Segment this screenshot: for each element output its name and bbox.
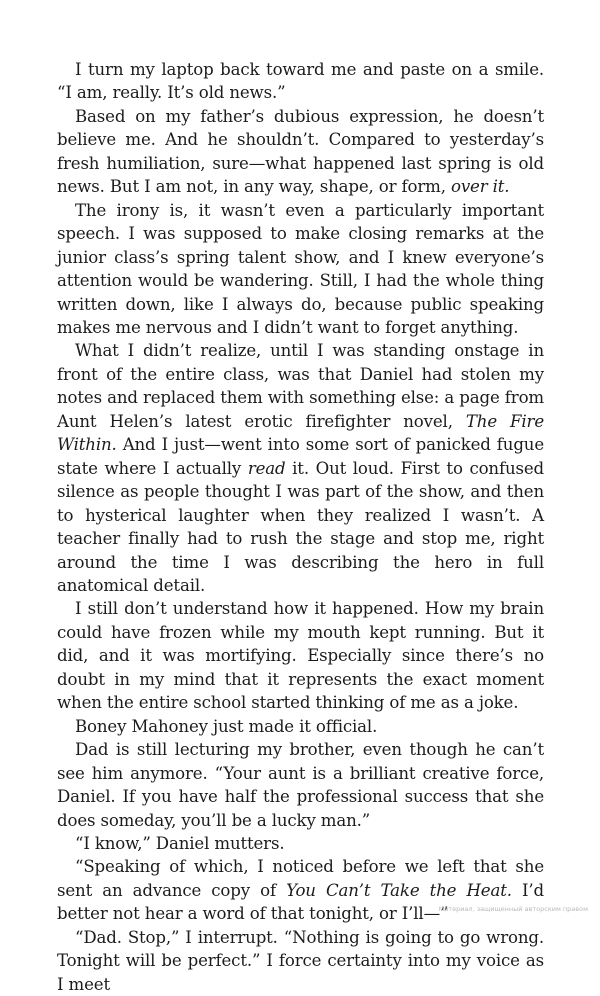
italic-book-title: You Can’t Take the Heat. xyxy=(286,880,512,900)
italic-book-title: The Fire Within. xyxy=(57,411,544,455)
paragraph xyxy=(57,597,544,714)
paragraph xyxy=(57,738,544,832)
text-run: I turn my laptop back toward me and paste on a smile. “I am, really. It’s old news.” xyxy=(57,60,544,103)
paragraph xyxy=(57,199,544,340)
paragraph xyxy=(57,832,544,855)
paragraph xyxy=(57,58,544,105)
paragraph xyxy=(57,105,544,199)
text-run: Dad is still lecturing my brother, even though he can’t see him anymore. “Your aunt is a brilliant creative force, Daniel. If you have half the professional success that she does someday, you’ll be a lucky man.” xyxy=(57,740,544,830)
text-run: it. Out loud. First to confused silence as people thought I was part of the show, and then to hysterical laughter when they realized I wasn’t. A teacher finally had to rush the stage and stop me, right around the time I was describing the hero in full anatomical detail. xyxy=(57,458,545,595)
copyright-watermark: Материал, защищенный авторским правом xyxy=(438,905,588,913)
paragraph xyxy=(57,339,544,597)
text-run: “I know,” Daniel mutters. xyxy=(75,833,285,853)
text-run: “Speaking of which, I noticed before we left that she sent an advance copy of xyxy=(57,857,544,900)
text-run: I’d better not hear a word of that tonight, or I’ll—” xyxy=(57,880,544,924)
page-body xyxy=(57,58,544,996)
italic-text-run: over it. xyxy=(450,177,510,197)
text-run: Boney Mahoney just made it official. xyxy=(75,716,378,736)
paragraph xyxy=(57,855,544,925)
text-run: I still don’t understand how it happened. How my brain could have frozen while my mouth kept running. But it did, and it was mortifying. Especially since there’s no doubt in my mind that it represents the exact moment when the entire school started thinking of me as a joke. xyxy=(57,599,544,713)
italic-text-run: read xyxy=(247,458,286,478)
text-run: And I just—went into some sort of panicked fugue state where I actually xyxy=(57,435,544,478)
text-run: What I didn’t realize, until I was standing onstage in front of the entire class, was that Daniel had stolen my notes and replaced them with something else: a page from Aunt Helen’s latest erotic firefighter novel, xyxy=(57,341,544,431)
text-run: The irony is, it wasn’t even a particularly important speech. I was supposed to make closing remarks at the junior class’s spring talent show, and I knew everyone’s attention would be wandering. Still, I had the whole thing written down, like I always do, because public speaking makes me nervous and I didn’t want to forget anything. xyxy=(57,200,544,337)
paragraph xyxy=(57,715,544,738)
text-run: Based on my father’s dubious expression, he doesn’t believe me. And he shouldn’t. Compared to yesterday’s fresh humiliation, sure—what happened last spring is old news. But I am not, in any way, shape, or form, xyxy=(57,106,544,197)
text-run: “Dad. Stop,” I interrupt. “Nothing is going to go wrong. Tonight will be perfect.” I force certainty into my voice as I meet xyxy=(57,927,544,994)
paragraph xyxy=(57,926,544,996)
